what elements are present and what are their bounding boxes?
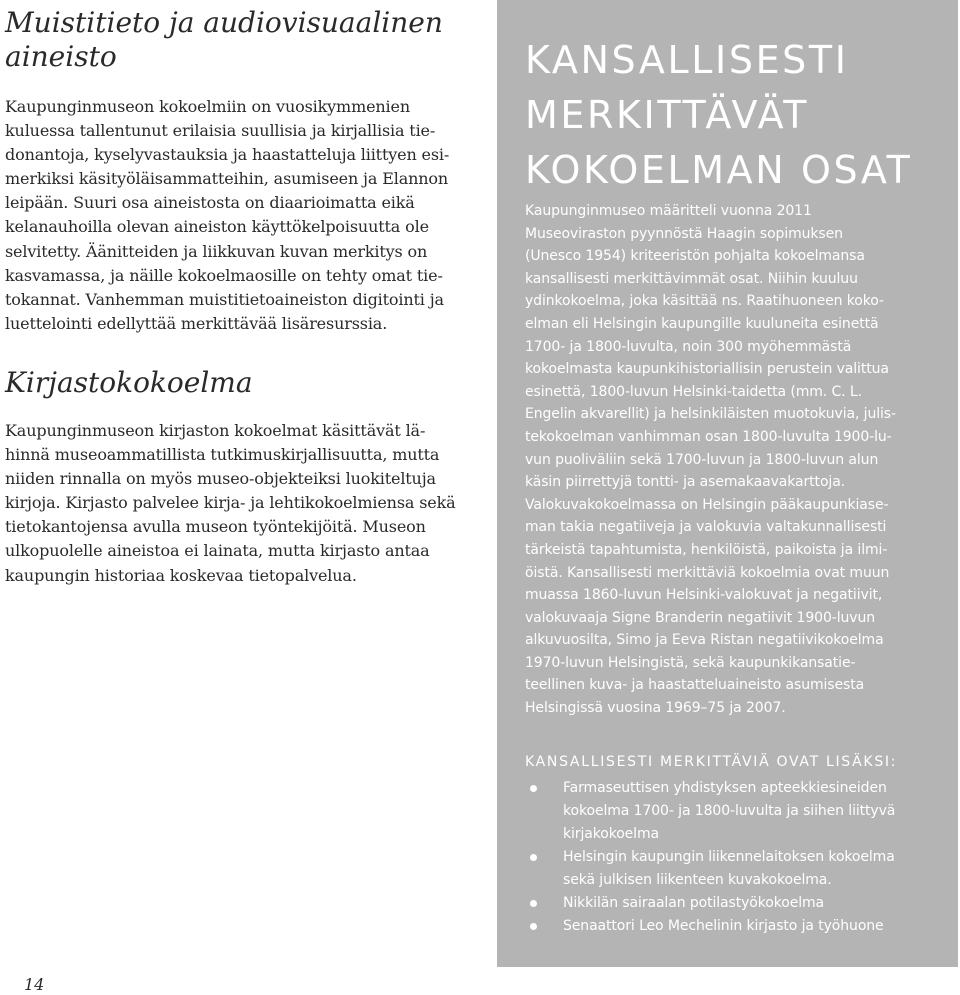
list-item [525,777,945,846]
bullet-icon [530,854,537,861]
list-item-text: Farmaseuttisen yhdistyksen apteekkiesineiden kokoelma 1700- ja 1800-luvulta ja siihen liittyvä kirjakokoelma [563,780,896,842]
list-item [525,892,945,915]
page-number: 14 [24,975,45,994]
sidebar-panel [497,0,958,967]
list-item-text: Senaattori Leo Mechelinin kirjasto ja työhuone [563,918,884,934]
section-heading-library: Kirjastokokoelma [5,366,253,399]
bullet-icon [530,900,537,907]
bullet-icon [530,923,537,930]
panel-body: Kaupunginmuseo määritteli vuonna 2011 Museoviraston pyynnöstä Haagin sopimuksen (Unesco 1954) kriteeristön pohjalta kokoelmansa kansallisesti merkittävimmät osat. Niihin kuuluu ydinkokoelma, joka käsittää ns. Raatihuoneen koko- elman eli Helsingin kaupungille kuuluneita esinettä 1700- ja 1800-luvulta, noin 300 myöhemmästä kokoelmasta kaupunkihistoriallisin perustein valittua esinettä, 1800-luvun Helsinki-taidetta (mm. C. L. Engelin akvarellit) ja helsinkiläisten muotokuvia, julis- tekokoelman vanhimman osan 1800-luvulta 1900-lu- vun puoliväliin sekä 1700-luvun ja 1800-luvun alun käsin piirrettyjä tontti- ja asemakaavakarttoja. Valokuvakokoelmassa on Helsingin pääkaupunkiase- man takia negatiiveja ja valokuvia valtakunnallisesti tärkeistä tapahtumista, henkilöistä, paikoista ja ilmi- öistä. Kansallisesti merkittäviä kokoelmia ovat muun muassa 1860-luvun Helsinki-valokuvat ja negatiivit, valokuvaaja Signe Branderin negatiivit 1900-luvun alkuvuosilta, Simo ja Eeva Ristan negatiivikokoelma 1970-luvun Helsingistä, sekä kaupunkikansatie- teellinen kuva- ja haastatteluaineisto asumisesta Helsingissä vuosina 1969–75 ja 2007. [525,203,896,717]
panel-subheading: KANSALLISESTI MERKITTÄVIÄ OVAT LISÄKSI: [525,754,898,770]
panel-title: KANSALLISESTI MERKITTÄVÄT KOKOELMAN OSAT [525,38,913,192]
list-item-text: Helsingin kaupungin liikennelaitoksen kokoelma sekä julkisen liikenteen kuvakokoelma. [563,849,895,888]
section-body-oral-history: Kaupunginmuseon kokoelmiin on vuosikymmenien kuluessa tallentunut erilaisia suullisia ja kirjallisia tie- donantoja, kyselyvastauksia ja haastatteluja liittyen esi- merkiksi käsityöläisammatteihin, asumiseen ja Elannon leipään. Suuri osa aineistosta on diaarioimatta eikä kelanauhoilla olevan aineiston käyttökelpoisuutta ole selvitetty. Äänitteiden ja liikkuvan kuvan merkitys on kasvamassa, ja näille kokoelmaosille on tehty omat tie- tokannat. Vanhemman muistitietoaineiston digitointi ja luettelointi edellyttää merkittävää lisäresurssia. [5,97,450,333]
list-item [525,846,945,892]
list-item-text: Nikkilän sairaalan potilastyökokoelma [563,895,825,911]
bullet-icon [530,785,537,792]
panel-bullet-list [525,777,945,938]
section-heading-oral-history: Muistitieto ja audiovisuaalinen aineisto [5,6,443,73]
section-body-library: Kaupunginmuseon kirjaston kokoelmat käsittävät lä- hinnä museoammatillista tutkimuskirjallisuutta, mutta niiden rinnalla on myös museo-objekteiksi luokiteltuja kirjoja. Kirjasto palvelee kirja- ja lehtikokoelmiensa sekä tietokantojensa avulla museon työntekijöitä. Museon ulkopuolelle aineistoa ei lainata, mutta kirjasto antaa kaupungin historiaa koskevaa tietopalvelua. [5,421,456,585]
list-item [525,915,945,938]
